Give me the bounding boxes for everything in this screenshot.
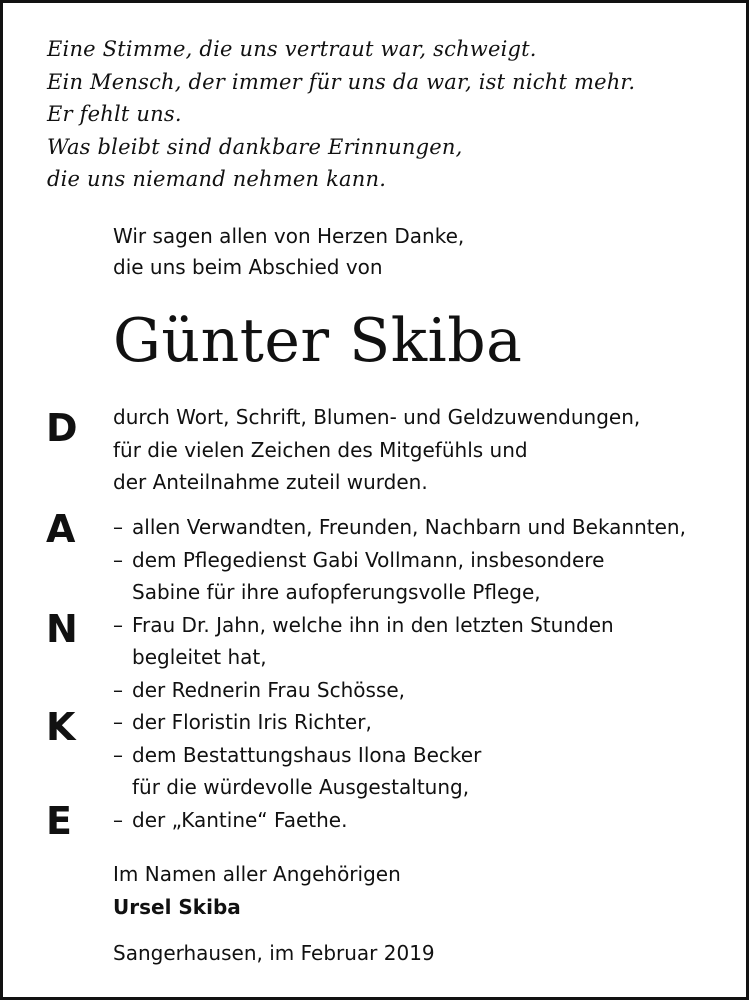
on-behalf-text: Im Namen aller Angehörigen xyxy=(113,862,401,886)
list-item xyxy=(113,706,686,739)
danke-letter-d: D xyxy=(46,406,78,450)
list-item xyxy=(113,544,686,609)
list-item-line: Frau Dr. Jahn, welche ihn in den letzten Stunden xyxy=(132,612,614,637)
place-date: Sangerhausen, im Februar 2019 xyxy=(113,941,435,965)
poem-line: die uns niemand nehmen kann. xyxy=(47,167,387,191)
dash-marker: – xyxy=(113,547,123,572)
signature-block xyxy=(113,858,401,924)
list-item-line: dem Bestattungshaus Ilona Becker xyxy=(132,742,482,767)
list-item-line: der „Kantine“ Faethe. xyxy=(132,807,348,832)
list-item-line: begleitet hat, xyxy=(132,645,267,669)
dash-marker: – xyxy=(113,677,123,702)
list-item xyxy=(113,674,686,707)
thanks-line: durch Wort, Schrift, Blumen- und Geldzuwendungen, xyxy=(113,405,641,429)
list-item-line: für die würdevolle Ausgestaltung, xyxy=(132,775,470,799)
poem-line: Er fehlt uns. xyxy=(47,102,182,126)
list-item xyxy=(113,739,686,804)
dash-marker: – xyxy=(113,710,123,734)
danke-letter-k: K xyxy=(46,705,76,749)
list-item-line: Sabine für ihre aufopferungsvolle Pflege, xyxy=(132,580,541,604)
list-item-line: der Rednerin Frau Schösse, xyxy=(132,677,406,702)
list-item-line: allen Verwandten, Freunden, Nachbarn und Bekannten, xyxy=(132,515,686,539)
dash-marker: – xyxy=(113,612,123,637)
thanks-line: der Anteilnahme zuteil wurden. xyxy=(113,470,428,494)
thanks-line: für die vielen Zeichen des Mitgefühls und xyxy=(113,437,528,462)
deceased-name: Günter Skiba xyxy=(113,306,523,376)
list-item xyxy=(113,609,686,674)
intro-line: Wir sagen allen von Herzen Danke, xyxy=(113,224,465,248)
poem-line: Ein Mensch, der immer für uns da war, ist nicht mehr. xyxy=(47,69,636,94)
list-item-line: dem Pflegedienst Gabi Vollmann, insbesondere xyxy=(132,547,605,572)
dash-marker: – xyxy=(113,742,123,767)
thanks-text xyxy=(113,401,640,499)
list-item-line: der Floristin Iris Richter, xyxy=(132,710,372,734)
dash-marker: – xyxy=(113,807,123,832)
signer-name: Ursel Skiba xyxy=(113,895,241,919)
poem xyxy=(47,33,635,196)
dash-marker: – xyxy=(113,515,123,539)
thanks-list xyxy=(113,511,686,836)
list-item xyxy=(113,804,686,837)
poem-line: Was bleibt sind dankbare Erinnungen, xyxy=(47,134,463,159)
poem-line: Eine Stimme, die uns vertraut war, schweigt. xyxy=(47,37,537,61)
intro-text xyxy=(113,221,464,283)
danke-letter-a: A xyxy=(46,507,76,551)
intro-line: die uns beim Abschied von xyxy=(113,255,383,279)
danke-letter-n: N xyxy=(46,607,78,651)
list-item xyxy=(113,511,686,544)
danke-letter-e: E xyxy=(46,799,72,843)
